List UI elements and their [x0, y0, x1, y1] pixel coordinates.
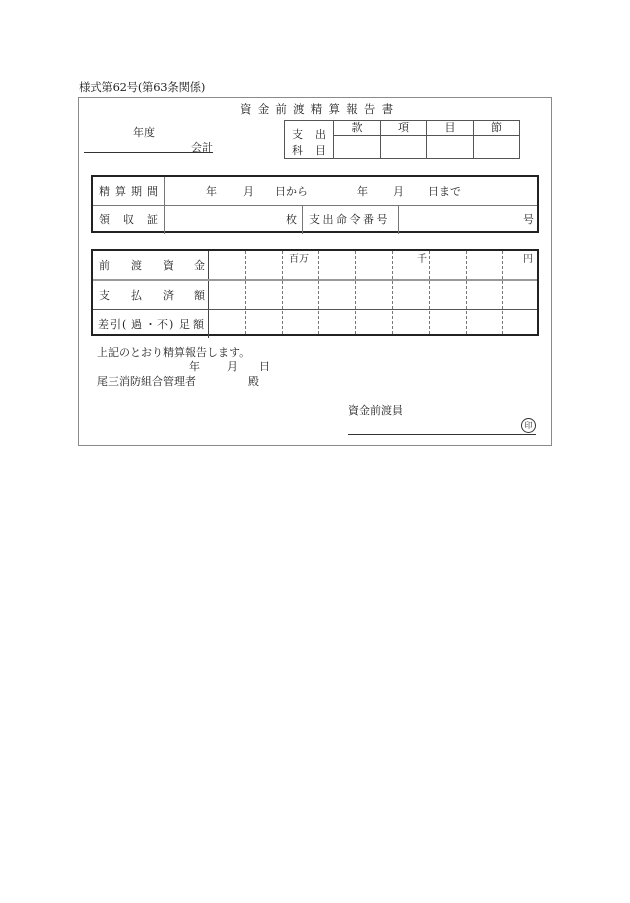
subject-label-cell	[285, 121, 334, 158]
header-setsu: 節	[474, 121, 519, 136]
statement-text: 上記のとおり精算報告します。	[97, 346, 251, 359]
label-char: 期	[131, 185, 142, 198]
divider	[302, 206, 303, 234]
digit-divider	[392, 251, 393, 334]
receipt-count-unit[interactable]: 枚	[286, 213, 297, 226]
header-kan: 款	[334, 121, 381, 136]
receipt-label	[93, 206, 165, 234]
from-year[interactable]: 年	[206, 185, 217, 198]
digit-divider	[355, 251, 356, 334]
settlement-period-label	[93, 177, 165, 205]
settlement-period-row	[93, 177, 537, 206]
setsu-field[interactable]	[474, 136, 519, 158]
subject-label-char: 目	[315, 144, 326, 157]
label-char: 間	[147, 185, 158, 198]
label-char: 前	[99, 259, 110, 272]
label-char: 不	[157, 318, 168, 331]
digit-divider	[318, 251, 319, 334]
paid-amount-row[interactable]	[93, 281, 537, 310]
label-char: 引	[110, 318, 121, 331]
label-char: 額	[194, 289, 205, 302]
account-label: 会計	[191, 141, 213, 154]
subject-label-char: 科	[292, 144, 303, 157]
date-year[interactable]: 年	[189, 360, 200, 373]
header-moku: 目	[427, 121, 474, 136]
date-day[interactable]: 日	[259, 360, 270, 373]
signer-name-field[interactable]	[348, 434, 536, 435]
label-char: 金	[194, 259, 205, 272]
label-char: 精	[99, 185, 110, 198]
expenditure-subject-table	[284, 120, 520, 159]
label-char: 済	[163, 289, 174, 302]
document-title: 資金前渡精算報告書	[240, 102, 400, 116]
unit-yen: 円	[523, 254, 533, 265]
addressee-honorific: 殿	[248, 375, 259, 388]
order-number-unit[interactable]: 号	[523, 213, 534, 226]
difference-row[interactable]	[93, 310, 537, 338]
label-char: 証	[147, 213, 158, 226]
label-char: (	[122, 318, 127, 331]
paid-amount-label	[93, 281, 209, 309]
label-char: 支	[99, 289, 110, 302]
from-month[interactable]: 月	[243, 185, 254, 198]
advance-fund-row[interactable]	[93, 251, 537, 281]
unit-thousand: 千	[417, 254, 427, 265]
signer-label: 資金前渡員	[348, 404, 403, 417]
label-char: ・	[145, 318, 156, 331]
digit-divider	[245, 251, 246, 334]
seal-icon: 印	[521, 418, 536, 433]
addressee-name: 尾三消防組合管理者	[97, 375, 196, 388]
receipt-row	[93, 206, 537, 234]
order-number-label: 支出命令番号	[309, 213, 390, 226]
digit-divider	[502, 251, 503, 334]
label-char: 差	[98, 318, 109, 331]
header-kou: 項	[381, 121, 427, 136]
label-char: 算	[115, 185, 126, 198]
label-char: 過	[131, 318, 142, 331]
amount-table	[91, 249, 539, 336]
digit-divider	[429, 251, 430, 334]
unit-million: 百万	[289, 254, 309, 265]
to-month[interactable]: 月	[393, 185, 404, 198]
date-month[interactable]: 月	[227, 360, 238, 373]
label-char: 足	[179, 318, 190, 331]
label-char: 収	[123, 213, 134, 226]
difference-label	[93, 310, 209, 338]
settlement-period-table	[91, 175, 539, 233]
moku-field[interactable]	[427, 136, 474, 158]
kou-field[interactable]	[381, 136, 427, 158]
label-char: 領	[99, 213, 110, 226]
account-name-field[interactable]	[84, 152, 213, 153]
advance-fund-label	[93, 251, 209, 279]
subject-label-char: 支	[292, 128, 303, 141]
label-char: 資	[163, 259, 174, 272]
kan-field[interactable]	[334, 136, 381, 158]
digit-divider	[466, 251, 467, 334]
to-day[interactable]: 日まで	[428, 185, 461, 198]
subject-label-char: 出	[315, 128, 326, 141]
label-char: 額	[193, 318, 204, 331]
to-year[interactable]: 年	[357, 185, 368, 198]
digit-divider	[282, 251, 283, 334]
fiscal-year-label: 年度	[133, 126, 155, 139]
label-char: )	[169, 318, 174, 331]
divider	[398, 206, 399, 234]
form-number: 様式第62号(第63条関係)	[79, 80, 206, 94]
label-char: 払	[131, 289, 142, 302]
from-day[interactable]: 日から	[275, 185, 308, 198]
label-char: 渡	[131, 259, 142, 272]
